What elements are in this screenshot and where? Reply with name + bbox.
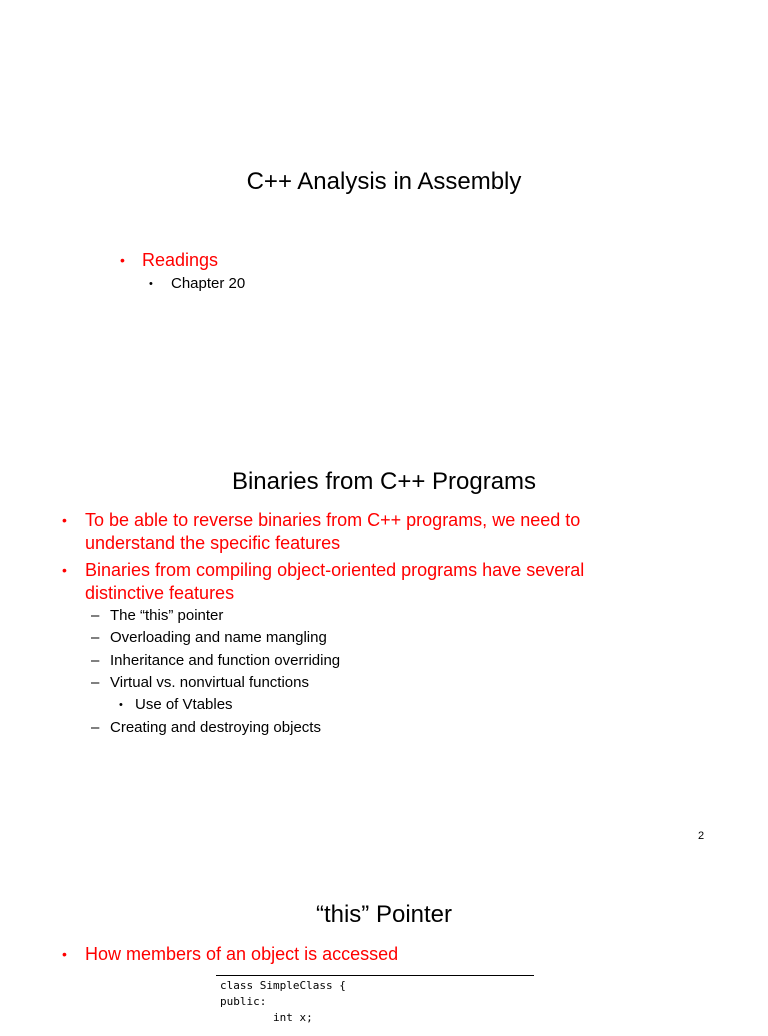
subitem-label: Inheritance and function overriding — [110, 652, 341, 669]
code-snippet — [216, 975, 534, 1036]
code-line: public: — [220, 995, 267, 1008]
bullet-line: To be able to reverse binaries from C++ programs, we need to — [85, 510, 581, 530]
bullet-glyph: • — [119, 699, 123, 711]
code-line: class SimpleClass { — [220, 979, 346, 992]
subitem-label: The “this” pointer — [110, 607, 224, 624]
bullet-line: Binaries from compiling object-oriented programs have several — [85, 560, 585, 580]
bullet-readings-label: Readings — [142, 250, 219, 270]
subitem-label: Virtual vs. nonvirtual functions — [110, 674, 309, 691]
slide-2-title: Binaries from C++ Programs — [231, 468, 537, 495]
bullet-glyph: • — [62, 562, 67, 578]
dash-glyph: – — [91, 629, 100, 646]
slide-1-title: C++ Analysis in Assembly — [246, 168, 522, 195]
subitem-label: Overloading and name mangling — [110, 629, 327, 646]
dash-glyph: – — [91, 674, 100, 691]
dash-glyph: – — [91, 719, 100, 736]
page-number: 2 — [698, 830, 705, 842]
dash-glyph: – — [91, 607, 100, 624]
bullet-label: How members of an object is accessed — [85, 944, 399, 964]
bullet-glyph: • — [149, 278, 153, 290]
bullet-chapter-label: Chapter 20 — [171, 275, 246, 292]
bullet-glyph: • — [120, 252, 125, 268]
bullet-line: distinctive features — [85, 582, 235, 603]
dash-glyph: – — [91, 652, 100, 669]
subitem-label: Creating and destroying objects — [110, 719, 321, 736]
bullet-line: understand the specific features — [85, 532, 341, 553]
subitem-label: Use of Vtables — [135, 696, 233, 713]
bullet-glyph: • — [62, 512, 67, 528]
slide-3-title: “this” Pointer — [315, 901, 453, 928]
bullet-glyph: • — [62, 946, 67, 962]
code-line: int x; — [220, 1011, 313, 1024]
